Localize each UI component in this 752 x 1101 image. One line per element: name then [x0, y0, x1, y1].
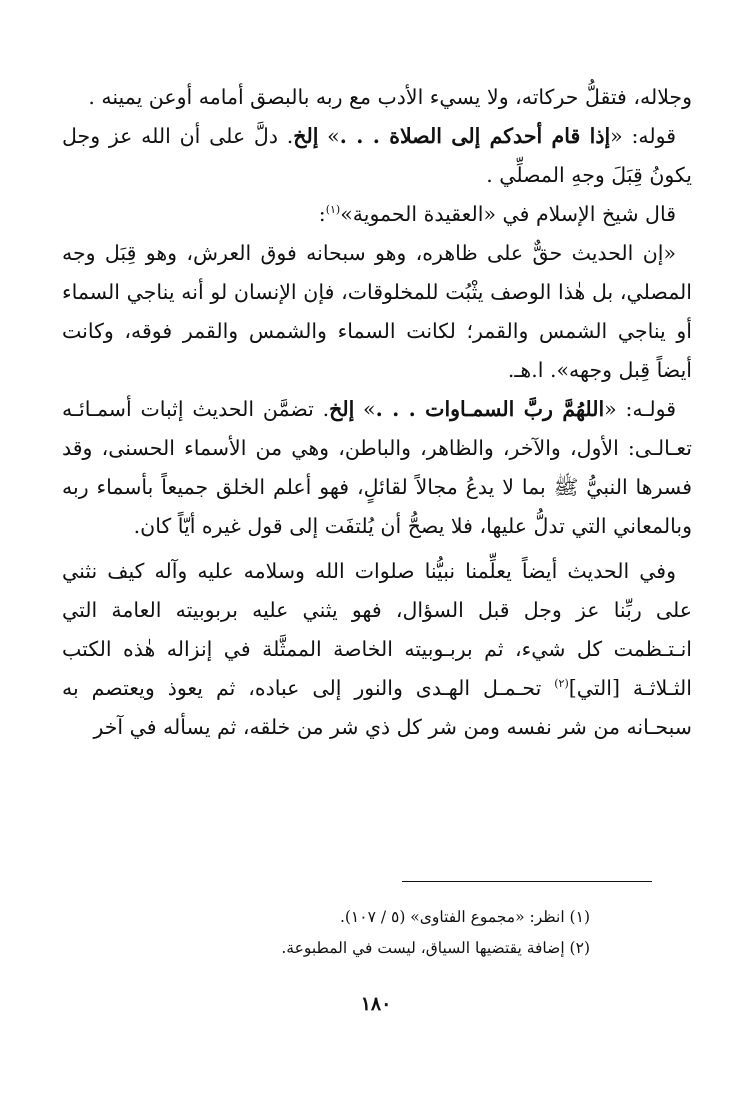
footnote-marker: (١): [325, 203, 341, 216]
quoted-hadith-phrase: إلخ: [293, 124, 319, 148]
text-run: . تضمَّن الحديث إثبات أسمـائـه تعـالـى: الأول، والآخر، والظاهر، والباطن، وهي من الأسماء الحسنى، وقد فسرها النبيُّ ﷺ بما لا يدعُ مجالاً لقائلٍ، فهو أعلم الخلق جميعاً بأسماء ربه وبالمعاني التي تدلُّ عليها، فلا يصحُّ أن يُلتفَت إلى قول غيره أيّاً كان.: [62, 397, 692, 538]
quoted-hadith-phrase: إذا قام أحدكم إلى الصلاة . . .: [339, 124, 611, 148]
text-run: «إن الحديث حقٌّ على ظاهره، وهو سبحانه فوق العرش، وهو قِبَل وجه المصلي، بل هٰذا الوصف يثْبُت للمخلوقات، فإن الإنسان لو أنه يناجي السماء أو يناجي الشمس والقمر؛ لكانت السماء والشمس والقمر فوقه، وكانت أيضاً قِبل وجهه». ا.هـ.: [62, 241, 692, 382]
text-run: قوله: «: [610, 124, 676, 148]
text-run: وجلاله، فتقلُّ حركاته، ولا يسيء الأدب مع ربه بالبصق أمامه أوعن يمينه .: [88, 85, 692, 109]
text-run: . دلَّ على أن الله عز وجل يكونُ قِبَلَ وجهِ المصلِّي .: [62, 124, 692, 187]
body-text: [62, 78, 692, 747]
footnote-separator: [402, 881, 652, 882]
paragraph-p4: [62, 234, 692, 390]
text-run: »: [354, 397, 376, 421]
footnote-marker: (٢): [554, 677, 569, 690]
paragraph-p5: [62, 390, 692, 546]
text-run: قال شيخ الإسلام في «العقيدة الحموية»: [340, 202, 676, 226]
paragraph-p3: [62, 195, 692, 234]
text-run: :: [318, 202, 326, 226]
text-run: »: [318, 124, 340, 148]
text-run: تحـمـل الهـدى والنور إلى عباده، ثم يعوذ ويعتصم به سبحـانه من شر نفسه ومن شر كل ذي شر من خلقه، ثم يسأله في آخر: [62, 676, 692, 739]
page-number: ١٨٠: [360, 993, 392, 1015]
paragraph-p6: [62, 552, 692, 747]
paragraph-p1: [62, 78, 692, 117]
footnote-2: (٢) إضافة يقتضيها السياق، ليست في المطبوعة.: [281, 939, 590, 957]
footnotes: [62, 902, 652, 964]
quoted-hadith-phrase: إلخ: [329, 397, 355, 421]
quoted-hadith-phrase: اللهُمَّ ربَّ السمـاوات . . .: [375, 397, 605, 421]
text-run: وفي الحديث أيضاً يعلِّمنا نبيُّنا صلوات الله وسلامه عليه وآله كيف نثني على ربِّنا عز وجل قبل السؤال، فهو يثني عليه بربوبيته العامة التي انـتـظمت كل شيء، ثم بربـوبيته الخاصة الممثَّلة في إنزاله هٰذه الكتب الثـلاثـة [التي]: [62, 559, 692, 700]
footnote-1: (١) انظر: «مجموع الفتاوى» (٥ / ١٠٧).: [339, 908, 590, 926]
paragraph-p2: [62, 117, 692, 195]
text-run: قولـه: «: [604, 397, 677, 421]
